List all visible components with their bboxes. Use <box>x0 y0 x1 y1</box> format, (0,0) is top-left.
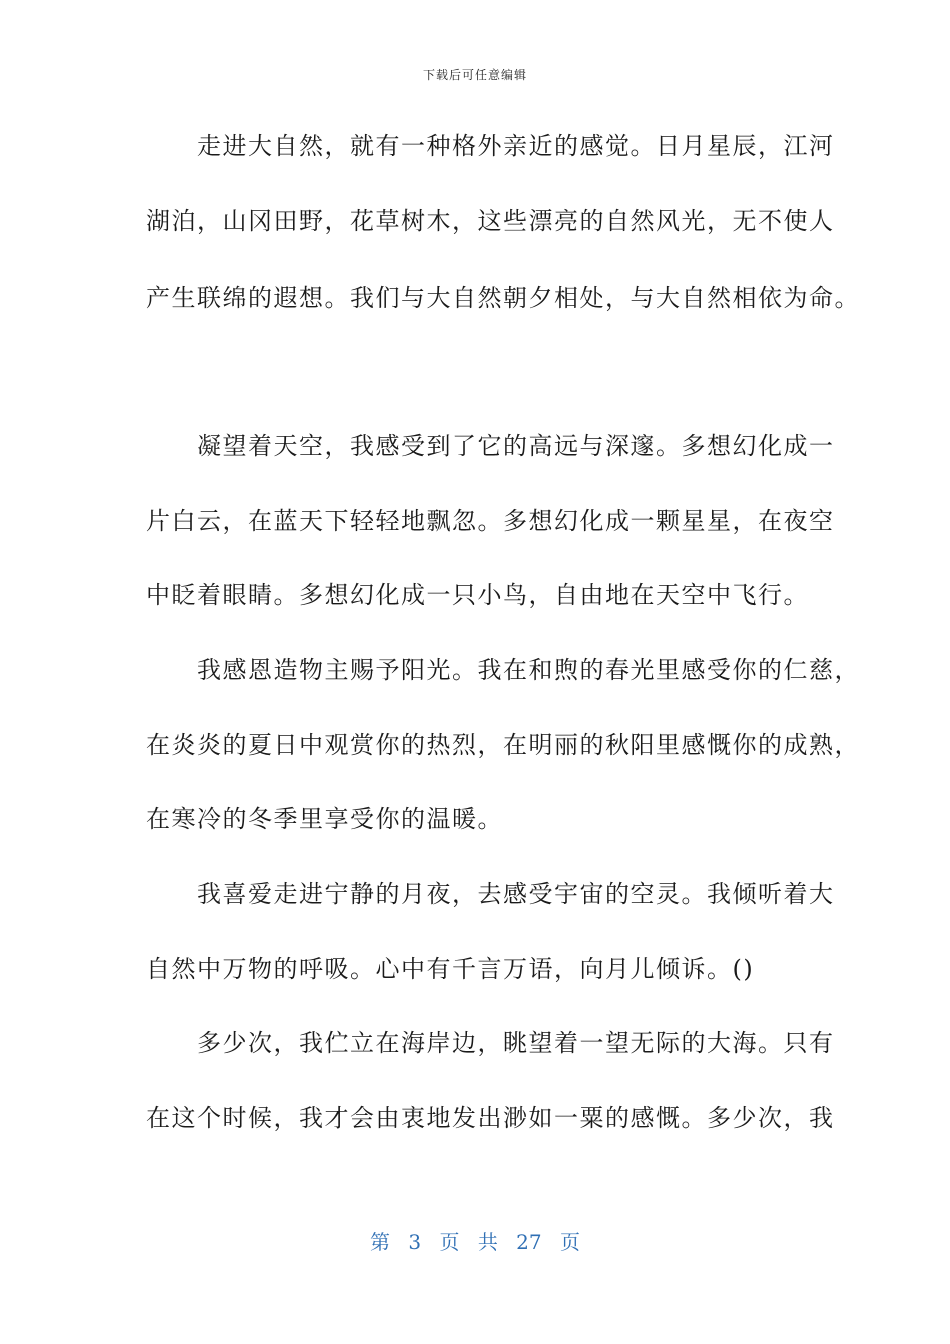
text-line: 走进大自然，就有一种格外亲近的感觉。日月星辰，江河 <box>146 132 835 160</box>
footer-current-page: 3 <box>408 1230 422 1254</box>
text-line: 在炎炎的夏日中观赏你的热烈，在明丽的秋阳里感慨你的成熟， <box>146 731 860 759</box>
footer-label-page: 第 <box>370 1230 390 1254</box>
text-line: 在这个时候，我才会由衷地发出渺如一粟的感慨。多少次，我 <box>146 1104 835 1132</box>
footer-label-total: 共 <box>477 1230 498 1254</box>
page-footer <box>0 1226 950 1255</box>
text-line: 在寒冷的冬季里享受你的温暖。 <box>146 805 503 833</box>
text-line: 湖泊，山冈田野，花草树木，这些漂亮的自然风光，无不使人 <box>146 207 835 235</box>
text-line: 多少次，我伫立在海岸边，眺望着一望无际的大海。只有 <box>146 1029 835 1057</box>
footer-label-ye2: 页 <box>559 1230 580 1254</box>
text-line: 我感恩造物主赐予阳光。我在和煦的春光里感受你的仁慈， <box>146 656 860 684</box>
text-line: 我喜爱走进宁静的月夜，去感受宇宙的空灵。我倾听着大 <box>146 880 835 908</box>
footer-label-ye: 页 <box>439 1230 460 1254</box>
text-line: 中眨着眼睛。多想幻化成一只小鸟，自由地在天空中飞行。 <box>146 581 809 609</box>
text-line: 凝望着天空，我感受到了它的高远与深邃。多想幻化成一 <box>146 432 835 460</box>
footer-total-pages: 27 <box>516 1230 542 1254</box>
text-line: 产生联绵的遐想。我们与大自然朝夕相处，与大自然相依为命。 <box>146 284 860 312</box>
header-note: 下载后可任意编辑 <box>422 68 527 82</box>
text-line: 片白云，在蓝天下轻轻地飘忽。多想幻化成一颗星星，在夜空 <box>146 507 835 535</box>
text-line: 自然中万物的呼吸。心中有千言万语，向月儿倾诉。() <box>146 955 755 983</box>
